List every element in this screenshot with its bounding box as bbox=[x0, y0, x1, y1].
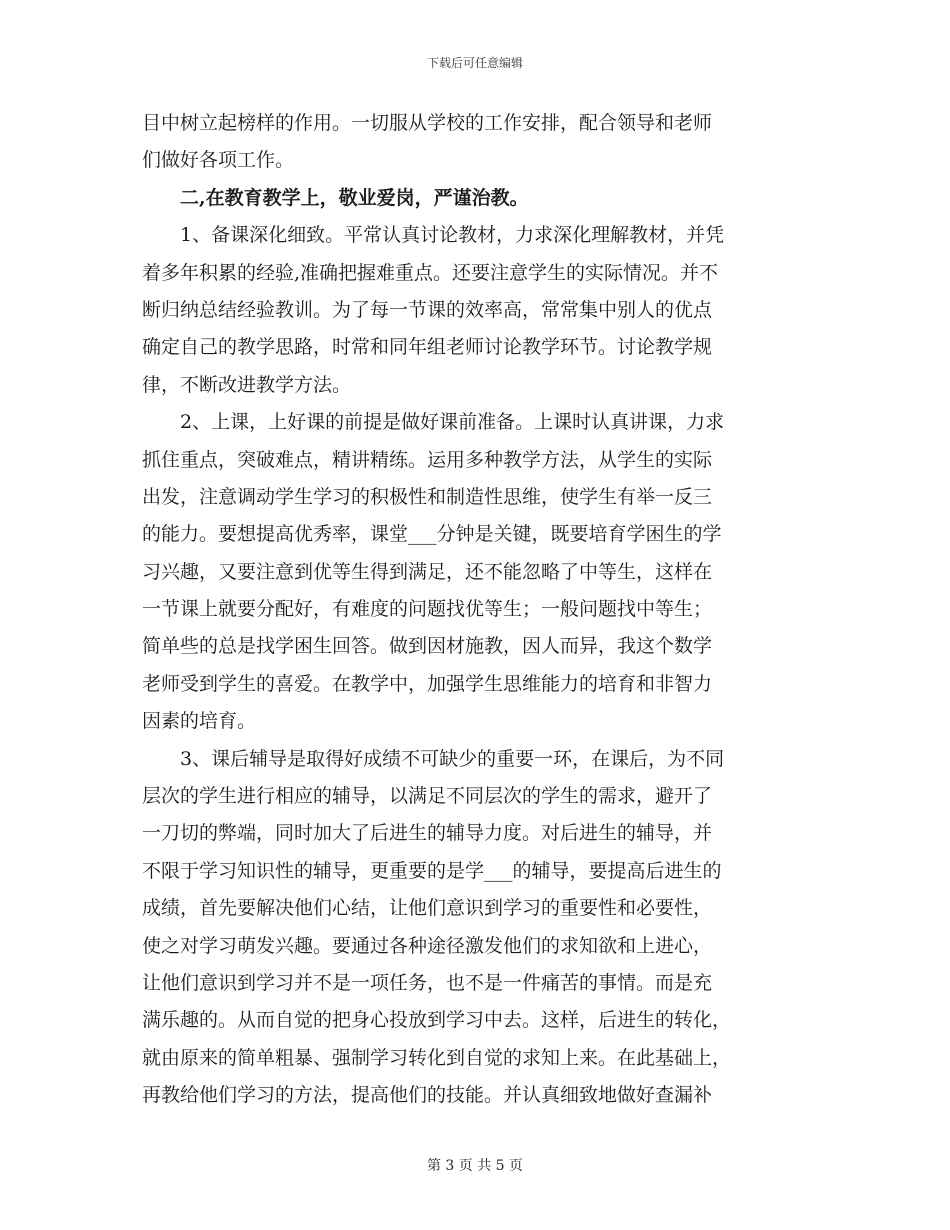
text-line: 1、备课深化细致。平常认真讨论教材，力求深化理解教材，并凭 bbox=[180, 224, 725, 247]
text-line: 因素的培育。 bbox=[142, 710, 257, 733]
text-line: 的能力。要想提高优秀率，课堂___分钟是关键，既要培育学困生的学 bbox=[142, 523, 722, 546]
text-line: 层次的学生进行相应的辅导，以满足不同层次的学生的需求，避开了 bbox=[142, 785, 713, 808]
document-body bbox=[142, 105, 807, 1115]
text-line: 抓住重点，突破难点，精讲精练。运用多种教学方法，从学生的实际 bbox=[142, 448, 713, 471]
text-line: 再教给他们学习的方法，提高他们的技能。并认真细致地做好查漏补 bbox=[142, 1084, 713, 1107]
section-heading: 二,在教育教学上，敬业爱岗，严谨治教。 bbox=[180, 186, 529, 209]
text-line: 不限于学习知识性的辅导，更重要的是学___的辅导，要提高后进生的 bbox=[142, 859, 722, 882]
page-header: 下载后可任意编辑 bbox=[426, 56, 523, 70]
text-line: 断归纳总结经验教训。为了每一节课的效率高，常常集中别人的优点 bbox=[142, 298, 713, 321]
text-line: 就由原来的简单粗暴、强制学习转化到自觉的求知上来。在此基础上， bbox=[142, 1046, 732, 1069]
text-line: 一刀切的弊端，同时加大了后进生的辅导力度。对后进生的辅导，并 bbox=[142, 822, 713, 845]
text-line: 使之对学习萌发兴趣。要通过各种途径激发他们的求知欲和上进心， bbox=[142, 934, 713, 957]
page-footer: 第 3 页 共 5 页 bbox=[426, 1158, 524, 1174]
text-line: 目中树立起榜样的作用。一切服从学校的工作安排，配合领导和老师 bbox=[142, 112, 713, 134]
text-line: 成绩，首先要解决他们心结，让他们意识到学习的重要性和必要性， bbox=[142, 897, 713, 920]
text-line: 们做好各项工作。 bbox=[142, 149, 295, 172]
text-line: 确定自己的教学思路，时常和同年组老师讨论教学环节。讨论教学规 bbox=[142, 336, 713, 359]
text-line: 满乐趣的。从而自觉的把身心投放到学习中去。这样，后进生的转化， bbox=[142, 1009, 732, 1032]
text-line: 一节课上就要分配好，有难度的问题找优等生；一般问题找中等生； bbox=[142, 598, 713, 621]
text-line: 老师受到学生的喜爱。在教学中，加强学生思维能力的培育和非智力 bbox=[142, 672, 713, 695]
text-line: 着多年积累的经验,准确把握难重点。还要注意学生的实际情况。并不 bbox=[142, 261, 719, 284]
text-line: 习兴趣，又要注意到优等生得到满足，还不能忽略了中等生，这样在 bbox=[142, 560, 713, 583]
text-line: 2、上课，上好课的前提是做好课前准备。上课时认真讲课，力求 bbox=[180, 411, 725, 434]
text-line: 3、课后辅导是取得好成绩不可缺少的重要一环，在课后，为不同 bbox=[180, 747, 725, 770]
text-line: 让他们意识到学习并不是一项任务，也不是一件痛苦的事情。而是充 bbox=[142, 971, 713, 994]
text-line: 律，不断改进教学方法。 bbox=[142, 373, 352, 396]
text-line: 简单些的总是找学困生回答。做到因材施教，因人而异，我这个数学 bbox=[142, 635, 713, 658]
text-line: 出发，注意调动学生学习的积极性和制造性思维，使学生有举一反三 bbox=[142, 485, 713, 508]
